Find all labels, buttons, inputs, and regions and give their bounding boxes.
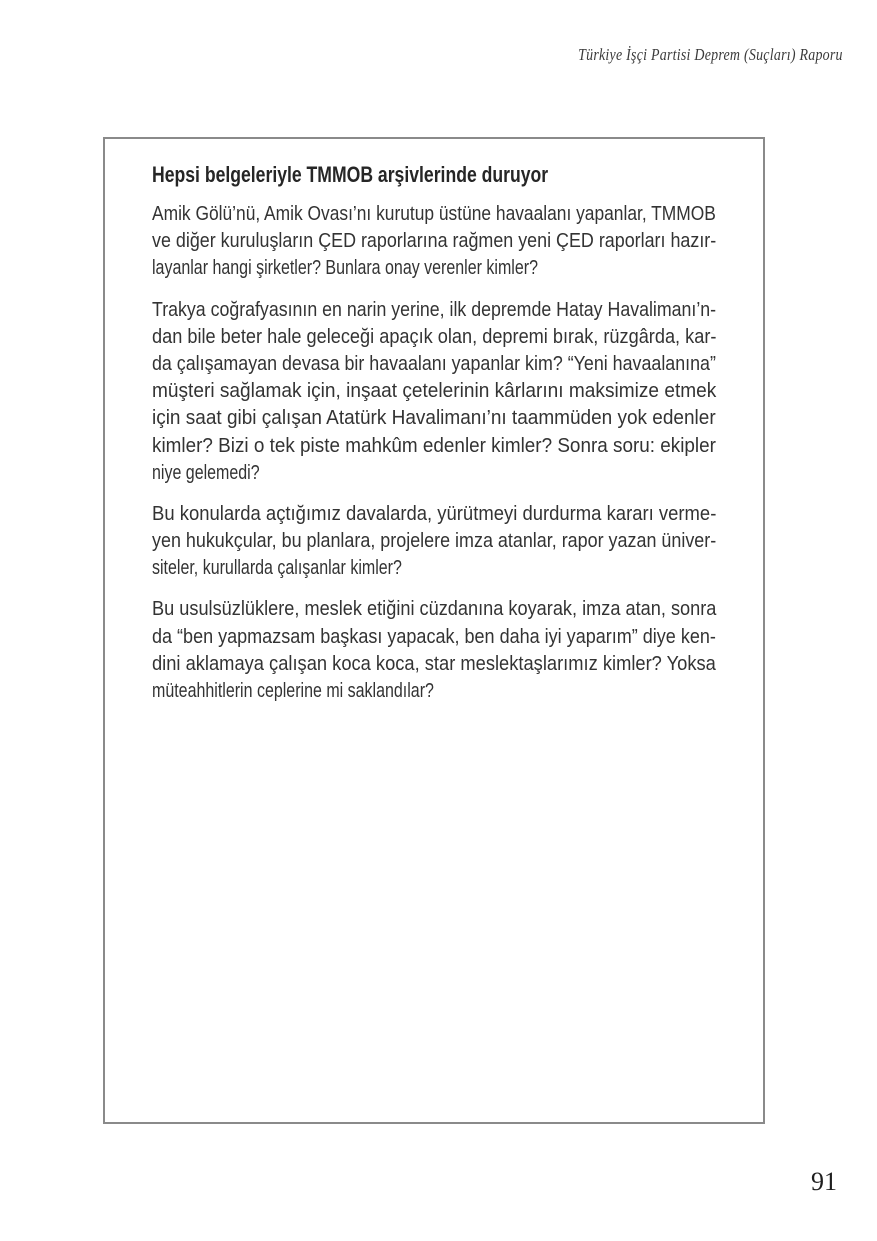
text-line: yen hukukçular, bu planlara, projelere imza atanlar, rapor yazan üniver-: [152, 530, 717, 553]
paragraph: [152, 297, 716, 487]
text-line: Bu konularda açtığımız davalarda, yürütmeyi durdurma kararı verme-: [152, 502, 717, 525]
paragraph: [152, 596, 716, 705]
running-header: [520, 45, 843, 65]
page-number: 91: [811, 1167, 837, 1196]
text-line: ve diğer kuruluşların ÇED raporlarına rağmen yeni ÇED raporları hazır-: [152, 230, 717, 253]
section-heading-text: Hepsi belgeleriyle TMMOB arşivlerinde duruyor: [152, 162, 549, 187]
section-heading: [152, 161, 716, 188]
text-line: dini aklamaya çalışan koca koca, star meslektaşlarımız kimler? Yoksa: [152, 652, 716, 675]
text-line: müteahhitlerin ceplerine mi saklandılar?: [152, 680, 434, 702]
text-line: da “ben yapmazsam başkası yapacak, ben daha iyi yaparım” diye ken-: [152, 625, 716, 648]
paragraph: [152, 201, 716, 283]
body-paragraphs: [152, 201, 716, 705]
running-header-title: Türkiye İşçi Partisi Deprem (Suçları) Raporu: [578, 45, 843, 64]
text-line: Amik Gölü’nü, Amik Ovası’nı kurutup üstüne havaalanı yapanlar, TMMOB: [152, 203, 716, 225]
text-line: layanlar hangi şirketler? Bunlara onay verenler kimler?: [152, 257, 538, 280]
paragraph: [152, 501, 716, 583]
text-line: Trakya coğrafyasının en narin yerine, ilk depremde Hatay Havalimanı’n-: [152, 298, 717, 321]
text-line: kimler? Bizi o tek piste mahkûm edenler kimler? Sonra soru: ekipler: [152, 434, 716, 457]
text-line: siteler, kurullarda çalışanlar kimler?: [152, 557, 402, 580]
text-line: niye gelemedi?: [152, 461, 260, 484]
text-line: Bu usulsüzlüklere, meslek etiğini cüzdanına koyarak, imza atan, sonra: [152, 598, 717, 621]
text-line: dan bile beter hale geleceği apaçık olan, depremi bırak, rüzgârda, kar-: [152, 325, 717, 348]
text-line: da çalışamayan devasa bir havaalanı yapanlar kim? “Yeni havaalanına”: [152, 352, 716, 375]
text-line: için saat gibi çalışan Atatürk Havalimanı’nı taammüden yok edenler: [152, 407, 716, 430]
content-box: [103, 137, 765, 1124]
text-line: müşteri sağlamak için, inşaat çetelerinin kârlarını maksimize etmek: [152, 380, 717, 403]
